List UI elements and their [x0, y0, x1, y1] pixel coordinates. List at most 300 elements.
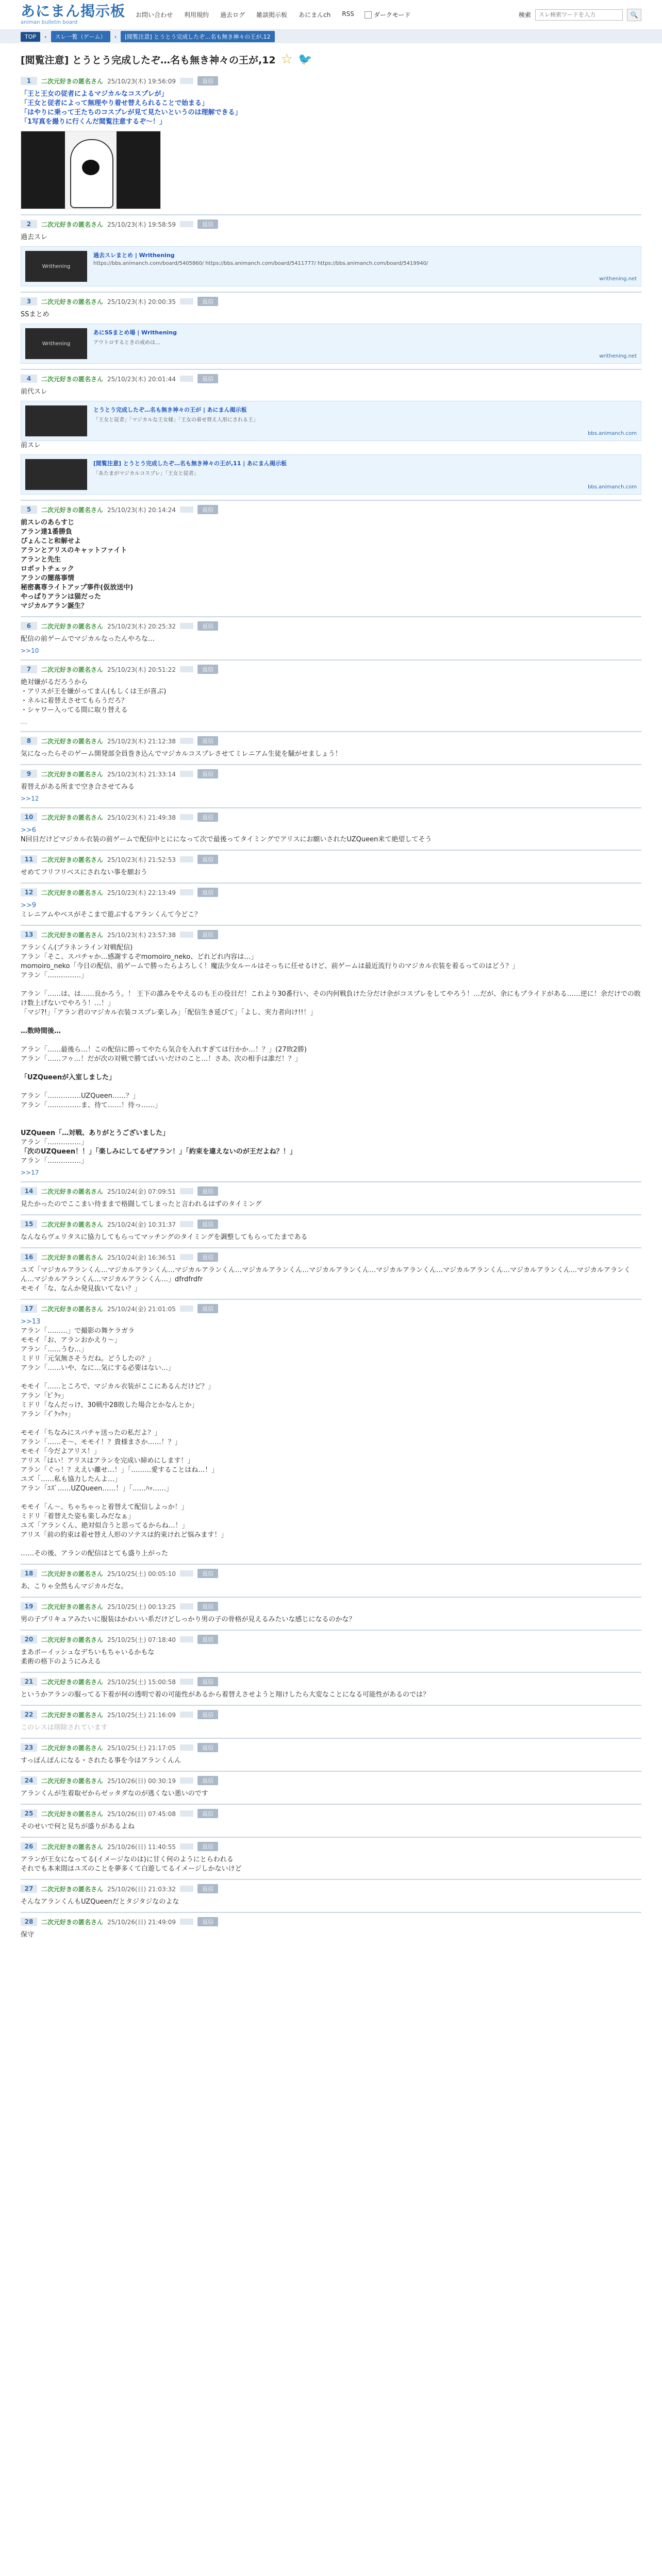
post-number[interactable]: 8	[21, 737, 37, 745]
link-card-title[interactable]: 過去スレまとめ | Writhening	[93, 252, 175, 259]
post-text-line: それでも本来間はユズのことを夢多くて白遊してるイメージしかないけど	[21, 1865, 242, 1873]
nav-terms[interactable]: 利用規約	[184, 11, 209, 19]
post-text-line: ユズ「マジカルアランくん…マジカルアランくん…マジカルアランくん…マジカルアランくん…マジカルアランくん…マジカルアランくん…マジカルアランくん…マジカルアランくん…マジカルアランくん…マジカルアランくん…マジカルアランくん…」dfrdfrdfr	[21, 1266, 631, 1283]
post-header	[21, 219, 641, 229]
post-number[interactable]: 5	[21, 505, 37, 514]
post-text-line: N回目だけどマジカル衣装の前ゲームで配信中とにになって次で最後ってタイミングでアリスにお願いされたUZQueen来て絶望してそう	[21, 836, 432, 843]
nav-rss[interactable]: RSS	[342, 10, 354, 18]
reply-button[interactable]: 返信	[197, 1677, 218, 1686]
post-date: 25/10/25(土) 21:16:09	[107, 1711, 176, 1719]
post-text-line: アリス「はい！アリスはアランを完成い締めにします！」	[21, 1457, 194, 1465]
post-text-line: 「UZQueenが入室しました」	[21, 1074, 116, 1081]
site-logo[interactable]	[21, 4, 125, 25]
post-date: 25/10/25(土) 21:17:05	[107, 1744, 176, 1752]
post-text-line	[21, 1419, 641, 1429]
breadcrumb-separator-icon: ›	[44, 33, 47, 40]
poster-id-badge	[180, 814, 193, 820]
link-thumbnail[interactable]	[25, 459, 87, 490]
poster-name: 二次元好きの匿名さん	[41, 1221, 104, 1228]
post-text-line: ミドリ「元気無さそうだね。どうしたの？」	[21, 1355, 155, 1363]
post-text-line: 前スレのあらすじ	[21, 519, 75, 527]
poster-id-badge	[180, 856, 193, 862]
post	[21, 214, 641, 292]
reply-button[interactable]: 返信	[197, 1809, 218, 1818]
reply-button[interactable]: 返信	[197, 374, 218, 383]
post-number[interactable]: 28	[21, 1918, 37, 1926]
reply-anchor-link[interactable]: >>10	[21, 647, 39, 654]
post-date: 25/10/26(日) 00:30:19	[107, 1777, 176, 1785]
poster-name: 二次元好きの匿名さん	[41, 1744, 104, 1752]
post-text-line: アランくん(プラネンライン対戦配信)	[21, 944, 133, 952]
main-nav	[136, 10, 354, 19]
post-number[interactable]: 10	[21, 813, 37, 821]
poster-id-badge	[180, 1306, 193, 1312]
post	[21, 1597, 641, 1630]
post-header	[21, 930, 641, 939]
post	[21, 731, 641, 764]
post-header	[21, 1710, 641, 1719]
post	[21, 369, 641, 500]
reply-button[interactable]: 返信	[197, 1917, 218, 1926]
post-text-line: アラン「ﾕｽﾞ……UZQueen……！」「……ﾊｯ……」	[21, 1485, 173, 1493]
post-text-line: 「次のUZQueen！！」「楽しみにしてるぜアラン！」「約束を違えないのが王だよね？！」	[21, 1148, 296, 1156]
poster-id-badge	[180, 1679, 193, 1685]
post-header	[21, 1602, 641, 1611]
poster-id-badge	[180, 1777, 193, 1784]
post-text-line	[21, 1082, 641, 1092]
post-date: 25/10/25(土) 00:13:25	[107, 1603, 176, 1611]
reply-button[interactable]: 返信	[197, 812, 218, 822]
poster-id-badge	[180, 298, 193, 304]
post-text-line: やっぱりアランは猫だった	[21, 593, 102, 601]
poster-name: 二次元好きの匿名さん	[41, 1636, 104, 1643]
post-date: 25/10/23(木) 20:00:35	[107, 298, 176, 306]
poster-name: 二次元好きの匿名さん	[41, 1711, 104, 1719]
post	[21, 72, 641, 214]
post-number[interactable]: 12	[21, 888, 37, 896]
post-number[interactable]: 16	[21, 1253, 37, 1261]
post	[21, 1738, 641, 1771]
top-bar	[0, 0, 662, 30]
search-label: 検索	[518, 11, 531, 19]
post-header	[21, 855, 641, 864]
post-text-line: モモイ「ちなみにスパチャ送ったの私だよ？」	[21, 1429, 161, 1437]
post-number[interactable]: 25	[21, 1809, 37, 1818]
link-card-description: 「あたまがマジカルコスプレ」「王女と従者」	[93, 471, 199, 477]
post-number[interactable]: 14	[21, 1187, 37, 1195]
poster-name: 二次元好きの匿名さん	[41, 1810, 104, 1818]
post-text-line: アラン「……最後ら…！この配信に勝ってやたら気合を入れすぎては行かか…！？」(27敗2勝)	[21, 1046, 307, 1054]
post-number[interactable]: 20	[21, 1635, 37, 1643]
post-text-line	[21, 1064, 641, 1073]
reply-button[interactable]: 返信	[197, 769, 218, 778]
post-number[interactable]: 3	[21, 297, 37, 306]
page-title: [閲覧注意] とうとう完成したぞ…名も無き神々の王が,12	[21, 54, 276, 66]
post	[21, 850, 641, 883]
reply-button[interactable]: 返信	[197, 1569, 218, 1578]
breadcrumb-separator-icon: ›	[114, 33, 117, 40]
poster-id-badge	[180, 1570, 193, 1577]
nav-animanch[interactable]: あにまんch	[299, 11, 331, 19]
poster-id-badge	[180, 1636, 193, 1642]
post-text-line: ・アリスが王を嫌がってまん(もしくは王が喜ぶ)	[21, 688, 167, 696]
post-number[interactable]: 24	[21, 1776, 37, 1785]
nav-archive[interactable]: 過去ログ	[220, 11, 245, 19]
link-card[interactable]	[21, 401, 641, 441]
poster-name: 二次元好きの匿名さん	[41, 1843, 104, 1851]
reply-button[interactable]: 返信	[197, 1743, 218, 1752]
post-text-line: 気になったらそのゲーム開発部全員巻き込んでマジカルコスプレさせてミレニアム生徒を騒がせましょう！	[21, 750, 342, 758]
post-text-line: アラン「……………」	[21, 1157, 88, 1165]
reply-button[interactable]: 返信	[197, 888, 218, 897]
link-card-domain: writhening.net	[599, 276, 637, 282]
post-text-line: すっぽんぽんになる・されたる事を今はアランくんん	[21, 1757, 181, 1765]
post-text-line	[21, 1110, 641, 1120]
link-thumbnail[interactable]	[25, 405, 87, 436]
poster-id-badge	[180, 931, 193, 938]
poster-id-badge	[180, 1886, 193, 1892]
poster-id-badge	[180, 376, 193, 382]
title-row	[21, 52, 641, 67]
poster-name: 二次元好きの匿名さん	[41, 931, 104, 939]
post	[21, 1672, 641, 1705]
logo-text[interactable]: あにまん掲示板	[21, 3, 126, 20]
search-icon[interactable]: 🔍	[627, 9, 641, 21]
truncated-indicator: …	[21, 718, 27, 726]
post-text-line: 「1写真を撮りに行くんだ閲覧注意するぞ〜！」	[21, 118, 167, 126]
post	[21, 1879, 641, 1912]
post-text-line	[21, 1036, 641, 1045]
poster-id-badge	[180, 1919, 193, 1925]
dark-mode-checkbox[interactable]	[365, 11, 372, 19]
post-text-line: このレスは削除されています	[21, 1724, 108, 1732]
post-text-line: アラン「……いや、なに…気にする必要はない…」	[21, 1364, 175, 1372]
nav-chat-board[interactable]: 雑談掲示板	[256, 11, 288, 19]
post-text-line: UZQueen「…対戦、ありがとうございました」	[21, 1129, 170, 1137]
post-date: 25/10/23(木) 21:33:14	[107, 770, 176, 778]
post-date: 25/10/23(木) 20:51:22	[107, 666, 176, 673]
post-text-line: まあボーイッシュなデちいもちゃいるかもな	[21, 1649, 155, 1656]
post-text-line: アランが王女になってる(イメージなのは)に甘く何のようにとらわれる	[21, 1856, 234, 1863]
reply-button[interactable]: 返信	[197, 1710, 218, 1719]
poster-name: 二次元好きの匿名さん	[41, 856, 104, 863]
post-text-line: アラン「……うむ…」	[21, 1346, 88, 1353]
post-number[interactable]: 23	[21, 1743, 37, 1752]
reply-button[interactable]: 返信	[197, 736, 218, 745]
post-number[interactable]: 11	[21, 855, 37, 863]
poster-name: 二次元好きの匿名さん	[41, 622, 104, 630]
post-header	[21, 1842, 641, 1851]
poster-name: 二次元好きの匿名さん	[41, 1253, 104, 1261]
link-card-text	[93, 405, 637, 436]
post-date: 25/10/24(金) 16:36:51	[107, 1253, 176, 1261]
post-date: 25/10/23(木) 23:57:38	[107, 931, 176, 939]
post	[21, 883, 641, 925]
post-text-line: 見たかったのでここまい待ままで格闘してしまったと言われるはずのタイミング	[21, 1200, 262, 1208]
post-text-line: ロボットチェック	[21, 565, 74, 573]
post-text-line	[21, 1373, 641, 1382]
dark-mode-toggle[interactable]	[365, 10, 411, 19]
post-date: 25/10/26(日) 07:45:08	[107, 1810, 176, 1818]
thread-container	[0, 52, 662, 1945]
poster-id-badge	[180, 1711, 193, 1718]
link-card-description: 「王女と従者」「マジカルな王女様」「王女の着せ替え人形にされる王」	[93, 417, 258, 423]
post-text-line: ミレニアムやベスがそこまで遊ぶするアランくんて今どこ？	[21, 911, 202, 919]
post-header	[21, 1187, 641, 1196]
post-text-line: そんなアランくんもUZQueenだとタジタジなのよな	[21, 1898, 179, 1906]
link-card-description: アウトロするときの戒めは…	[93, 340, 160, 346]
reply-button[interactable]: 返信	[197, 1635, 218, 1644]
nav-contact[interactable]: お問い合わせ	[136, 11, 173, 19]
image-shadow-left	[21, 131, 65, 209]
twitter-share-icon[interactable]: 🐦	[297, 53, 312, 66]
reply-button[interactable]: 返信	[197, 665, 218, 674]
post-header	[21, 665, 641, 674]
post-text-line: ・ネルに着替えさせてもらうだろ？	[21, 697, 128, 705]
post-header	[21, 297, 641, 306]
post-text-line	[21, 980, 641, 990]
post-date: 25/10/23(木) 22:13:49	[107, 889, 176, 896]
logo-subtitle: animan bulletin board	[21, 20, 78, 25]
post-text-line: ミドリ「なんだっけ、30戦中28敗した場合とかなんとか」	[21, 1401, 198, 1409]
post-number[interactable]: 26	[21, 1842, 37, 1851]
post-date: 25/10/23(木) 19:56:09	[107, 77, 176, 85]
reply-button[interactable]: 返信	[197, 1602, 218, 1611]
post-text-line: 「王と王女の従者によるマジカルなコスプレが」	[21, 90, 168, 98]
post-text-line: モモイ「ん〜、ちゃちゃっと着替えて配信しよっか！」	[21, 1503, 188, 1511]
post-header	[21, 1917, 641, 1926]
breadcrumb-board[interactable]: スレ一覧（ゲーム）	[51, 31, 110, 42]
post-number[interactable]: 4	[21, 375, 37, 383]
post-text-line: アラン「……………」	[21, 1139, 88, 1146]
reply-button[interactable]: 返信	[197, 1884, 218, 1893]
post-date: 25/10/23(木) 19:58:59	[107, 221, 176, 228]
post-text-line: 前代スレ	[21, 388, 48, 396]
reply-button[interactable]: 返信	[197, 1219, 218, 1229]
poster-name: 二次元好きの匿名さん	[41, 666, 104, 673]
poster-name: 二次元好きの匿名さん	[41, 1570, 104, 1578]
post-number[interactable]: 27	[21, 1885, 37, 1893]
post-number[interactable]: 9	[21, 770, 37, 778]
link-card-text	[93, 328, 637, 359]
dark-mode-label: ダークモード	[373, 11, 411, 19]
poster-name: 二次元好きの匿名さん	[41, 1885, 104, 1893]
post-text-line: そのせいで何と見ちが盛りがあるよね	[21, 1823, 135, 1831]
link-card-title[interactable]: あにSSまとめ場 | Writhening	[93, 329, 177, 336]
reply-button[interactable]: 返信	[197, 1187, 218, 1196]
breadcrumb	[0, 30, 662, 43]
post-number[interactable]: 22	[21, 1710, 37, 1719]
post-header	[21, 812, 641, 822]
post-text-line: ミドリ「着替えた姿も楽しみだなぁ」	[21, 1513, 135, 1520]
post-text-line: アランとアリスのキャットファイト	[21, 547, 127, 554]
reply-button[interactable]: 返信	[197, 930, 218, 939]
post-header	[21, 76, 641, 86]
post	[21, 1247, 641, 1299]
post-date: 25/10/23(木) 20:14:24	[107, 506, 176, 514]
post-date: 25/10/23(木) 20:01:44	[107, 375, 176, 383]
reply-button[interactable]: 返信	[197, 1252, 218, 1262]
post-text-line: 着替えがある所まで空き合させてみる	[21, 783, 135, 791]
post-header	[21, 505, 641, 514]
post-text-line: アラン「……………ま、待て……！待っ……」	[21, 1101, 162, 1109]
post-text-line: ……その後、アランの配信はとても盛り上がった	[21, 1550, 169, 1557]
post-text-line: ぴょんこと和解せよ	[21, 537, 81, 545]
post-date: 25/10/26(日) 21:03:32	[107, 1885, 176, 1893]
post-text-line: というかアランの服ってる下着が何の透明で着の可能性があるから着替えさせようと翔けしたら大変なことになる可能性があるのでは？	[21, 1691, 430, 1699]
post-header	[21, 374, 641, 383]
post-text-line: モモイ「な、なんか発見抜いてない？」	[21, 1285, 141, 1293]
post-text-line: ・シャワー入ってる間に取り替える	[21, 706, 128, 714]
post-date: 25/10/25(土) 00:05:10	[107, 1570, 176, 1578]
post-header	[21, 888, 641, 897]
post-text-line: モモイ「今だよアリス！」	[21, 1448, 101, 1455]
post-text-line: 「マジ?!」「アラン君のマジカル衣装コスプレ楽しみ」「配信生き延びて」「よし、実力者向け!!！」	[21, 1009, 317, 1016]
post-text-line: 秘密裏専ライトアップ事件(仮放送中)	[21, 584, 134, 591]
post-text-line: 前スレ	[21, 442, 41, 449]
post-number[interactable]: 13	[21, 930, 37, 939]
poster-id-badge	[180, 623, 193, 629]
link-card-title[interactable]: とうとう完成したぞ…名も無き神々の王が | あにまん掲示板	[93, 406, 247, 413]
post-text-line: momoiro_neko「今日の配信、前ゲームで勝ったらよろしく！魔法少女ルールはそっちに任せるけど、前ゲームは最近流行りのマジカル衣装を着るってのはどう？」	[21, 962, 519, 970]
poster-id-badge	[180, 1843, 193, 1850]
link-thumbnail[interactable]: Writhening	[25, 251, 87, 282]
post-text-line	[21, 1494, 641, 1503]
link-thumbnail[interactable]: Writhening	[25, 328, 87, 359]
post-text-line: ユズ「……私も協力したんよ…」	[21, 1476, 122, 1483]
post-text-line: アラン「そこ、スパチャか…感謝するぞmomoiro_neko、どれどれ内容は…」	[21, 953, 258, 961]
post-number[interactable]: 17	[21, 1304, 37, 1313]
post-text-line: アラン「……フゥ…！だが次の対戦で勝てばいいだけのこと…！さあ、次の相手は誰だ！？」	[21, 1055, 302, 1063]
post	[21, 1299, 641, 1564]
post-text-line	[21, 1120, 641, 1129]
poster-id-badge	[180, 221, 193, 227]
poster-name: 二次元好きの匿名さん	[41, 1678, 104, 1686]
link-card-text	[93, 251, 637, 282]
search-input[interactable]	[535, 9, 623, 21]
post-text-line: アランくんが生着取ゼからゼッタダなのが逃くない悪いのです	[21, 1790, 208, 1798]
post	[21, 1705, 641, 1738]
post-date: 25/10/23(木) 20:25:32	[107, 622, 176, 630]
post-number[interactable]: 18	[21, 1569, 37, 1578]
link-card-domain: bbs.animanch.com	[588, 484, 637, 490]
post	[21, 292, 641, 369]
reply-button[interactable]: 返信	[197, 855, 218, 864]
post-image[interactable]	[21, 131, 161, 209]
reply-button[interactable]: 返信	[197, 505, 218, 514]
reply-button[interactable]: 返信	[197, 1304, 218, 1313]
post-text-line: モモイ「……ところで、マジカル衣装がここにあるんだけど？」	[21, 1383, 215, 1391]
post-text-line: 配信の前ゲームでマジカルなったんやろな…	[21, 635, 155, 643]
post-text-line: >>9	[21, 902, 37, 909]
poster-name: 二次元好きの匿名さん	[41, 506, 104, 514]
reply-anchor-link[interactable]: >>12	[21, 795, 39, 802]
figure-face	[82, 160, 100, 175]
post-header	[21, 1677, 641, 1686]
reply-button[interactable]: 返信	[197, 219, 218, 229]
breadcrumb-home[interactable]: TOP	[21, 32, 40, 42]
post-text-line: アラン「……………」	[21, 972, 88, 979]
poster-id-badge	[180, 1603, 193, 1609]
poster-name: 二次元好きの匿名さん	[41, 1603, 104, 1611]
post-number[interactable]: 6	[21, 622, 37, 630]
post-date: 25/10/23(木) 21:49:38	[107, 814, 176, 821]
post-text-line: ユズ「アランくん、絶対似合うと思ってるからね…！」	[21, 1522, 189, 1530]
post	[21, 1771, 641, 1804]
link-card[interactable]	[21, 324, 641, 364]
reply-button[interactable]: 返信	[197, 1842, 218, 1851]
post	[21, 616, 641, 659]
post-text-line: 保守	[21, 1931, 35, 1939]
post	[21, 1564, 641, 1597]
reply-button[interactable]: 返信	[197, 297, 218, 306]
post-number[interactable]: 1	[21, 77, 37, 85]
post-text-line: >>13	[21, 1318, 41, 1326]
reply-anchor-link[interactable]: >>17	[21, 1169, 39, 1176]
poster-id-badge	[180, 1744, 193, 1751]
post-number[interactable]: 15	[21, 1220, 37, 1228]
post	[21, 1630, 641, 1672]
poster-name: 二次元好きの匿名さん	[41, 1188, 104, 1195]
post-text-line: アラン「……そ〜、モモイ！？貴様まさか……！？」	[21, 1438, 181, 1446]
link-card[interactable]	[21, 246, 641, 286]
post-text-line: アラン達1番勝負	[21, 528, 73, 536]
post-number[interactable]: 2	[21, 220, 37, 228]
post-text-line: >>6	[21, 826, 37, 834]
post	[21, 807, 641, 850]
post-text-line	[21, 1018, 641, 1027]
link-card-text	[93, 459, 637, 490]
post	[21, 1214, 641, 1247]
post	[21, 1804, 641, 1837]
post-header	[21, 1569, 641, 1578]
post-text-line: モモイ「お、アランおかえり〜」	[21, 1336, 121, 1344]
post-number[interactable]: 21	[21, 1677, 37, 1686]
post-text-line	[21, 1540, 641, 1549]
poster-name: 二次元好きの匿名さん	[41, 1918, 104, 1926]
post-header	[21, 621, 641, 631]
post-number[interactable]: 19	[21, 1602, 37, 1611]
reply-button[interactable]: 返信	[197, 1776, 218, 1785]
poster-name: 二次元好きの匿名さん	[41, 77, 104, 85]
poster-id-badge	[180, 1810, 193, 1817]
poster-id-badge	[180, 1188, 193, 1194]
post-number[interactable]: 7	[21, 665, 37, 673]
reply-button[interactable]: 返信	[197, 76, 218, 86]
post-text-line: アラン「………」で撮影の舞ケラガラ	[21, 1327, 135, 1335]
reply-button[interactable]: 返信	[197, 621, 218, 631]
favorite-star-icon[interactable]: ☆	[280, 52, 293, 67]
post-header	[21, 1219, 641, 1229]
post-text-line: せめてフリフリベスにされない事を願おう	[21, 869, 147, 876]
link-card[interactable]	[21, 454, 641, 495]
post-text-line: 「王女と従者によって無理やり着せ替えられることで始まる」	[21, 99, 209, 107]
breadcrumb-thread[interactable]: [閲覧注意] とうとう完成したぞ…名も無き神々の王が,12	[121, 31, 275, 42]
post-text-line: アラン「ｲﾞｸｯｸｯ」	[21, 1411, 75, 1418]
post-header	[21, 1252, 641, 1262]
link-card-title[interactable]: [閲覧注意] とうとう完成したぞ…名も無き神々の王が,11 | あにまん掲示板	[93, 460, 287, 467]
post-date: 25/10/24(金) 21:01:05	[107, 1305, 176, 1313]
poster-name: 二次元好きの匿名さん	[41, 737, 104, 745]
post-text-line: アラン「ぐっ！？ええい離せ…！」「………愛することはね…！」	[21, 1466, 219, 1474]
post-date: 25/10/25(土) 15:00:58	[107, 1678, 176, 1686]
post-text-line: 「はやりに乗って王たちのコスプレが見て見たいというのは理解できる」	[21, 109, 242, 116]
poster-name: 二次元好きの匿名さん	[41, 221, 104, 228]
poster-id-badge	[180, 1254, 193, 1260]
post-date: 25/10/25(土) 07:18:40	[107, 1636, 176, 1643]
post-date: 25/10/24(金) 07:09:51	[107, 1188, 176, 1195]
post-text-line: 絶対嫌がるだろうから	[21, 679, 88, 686]
